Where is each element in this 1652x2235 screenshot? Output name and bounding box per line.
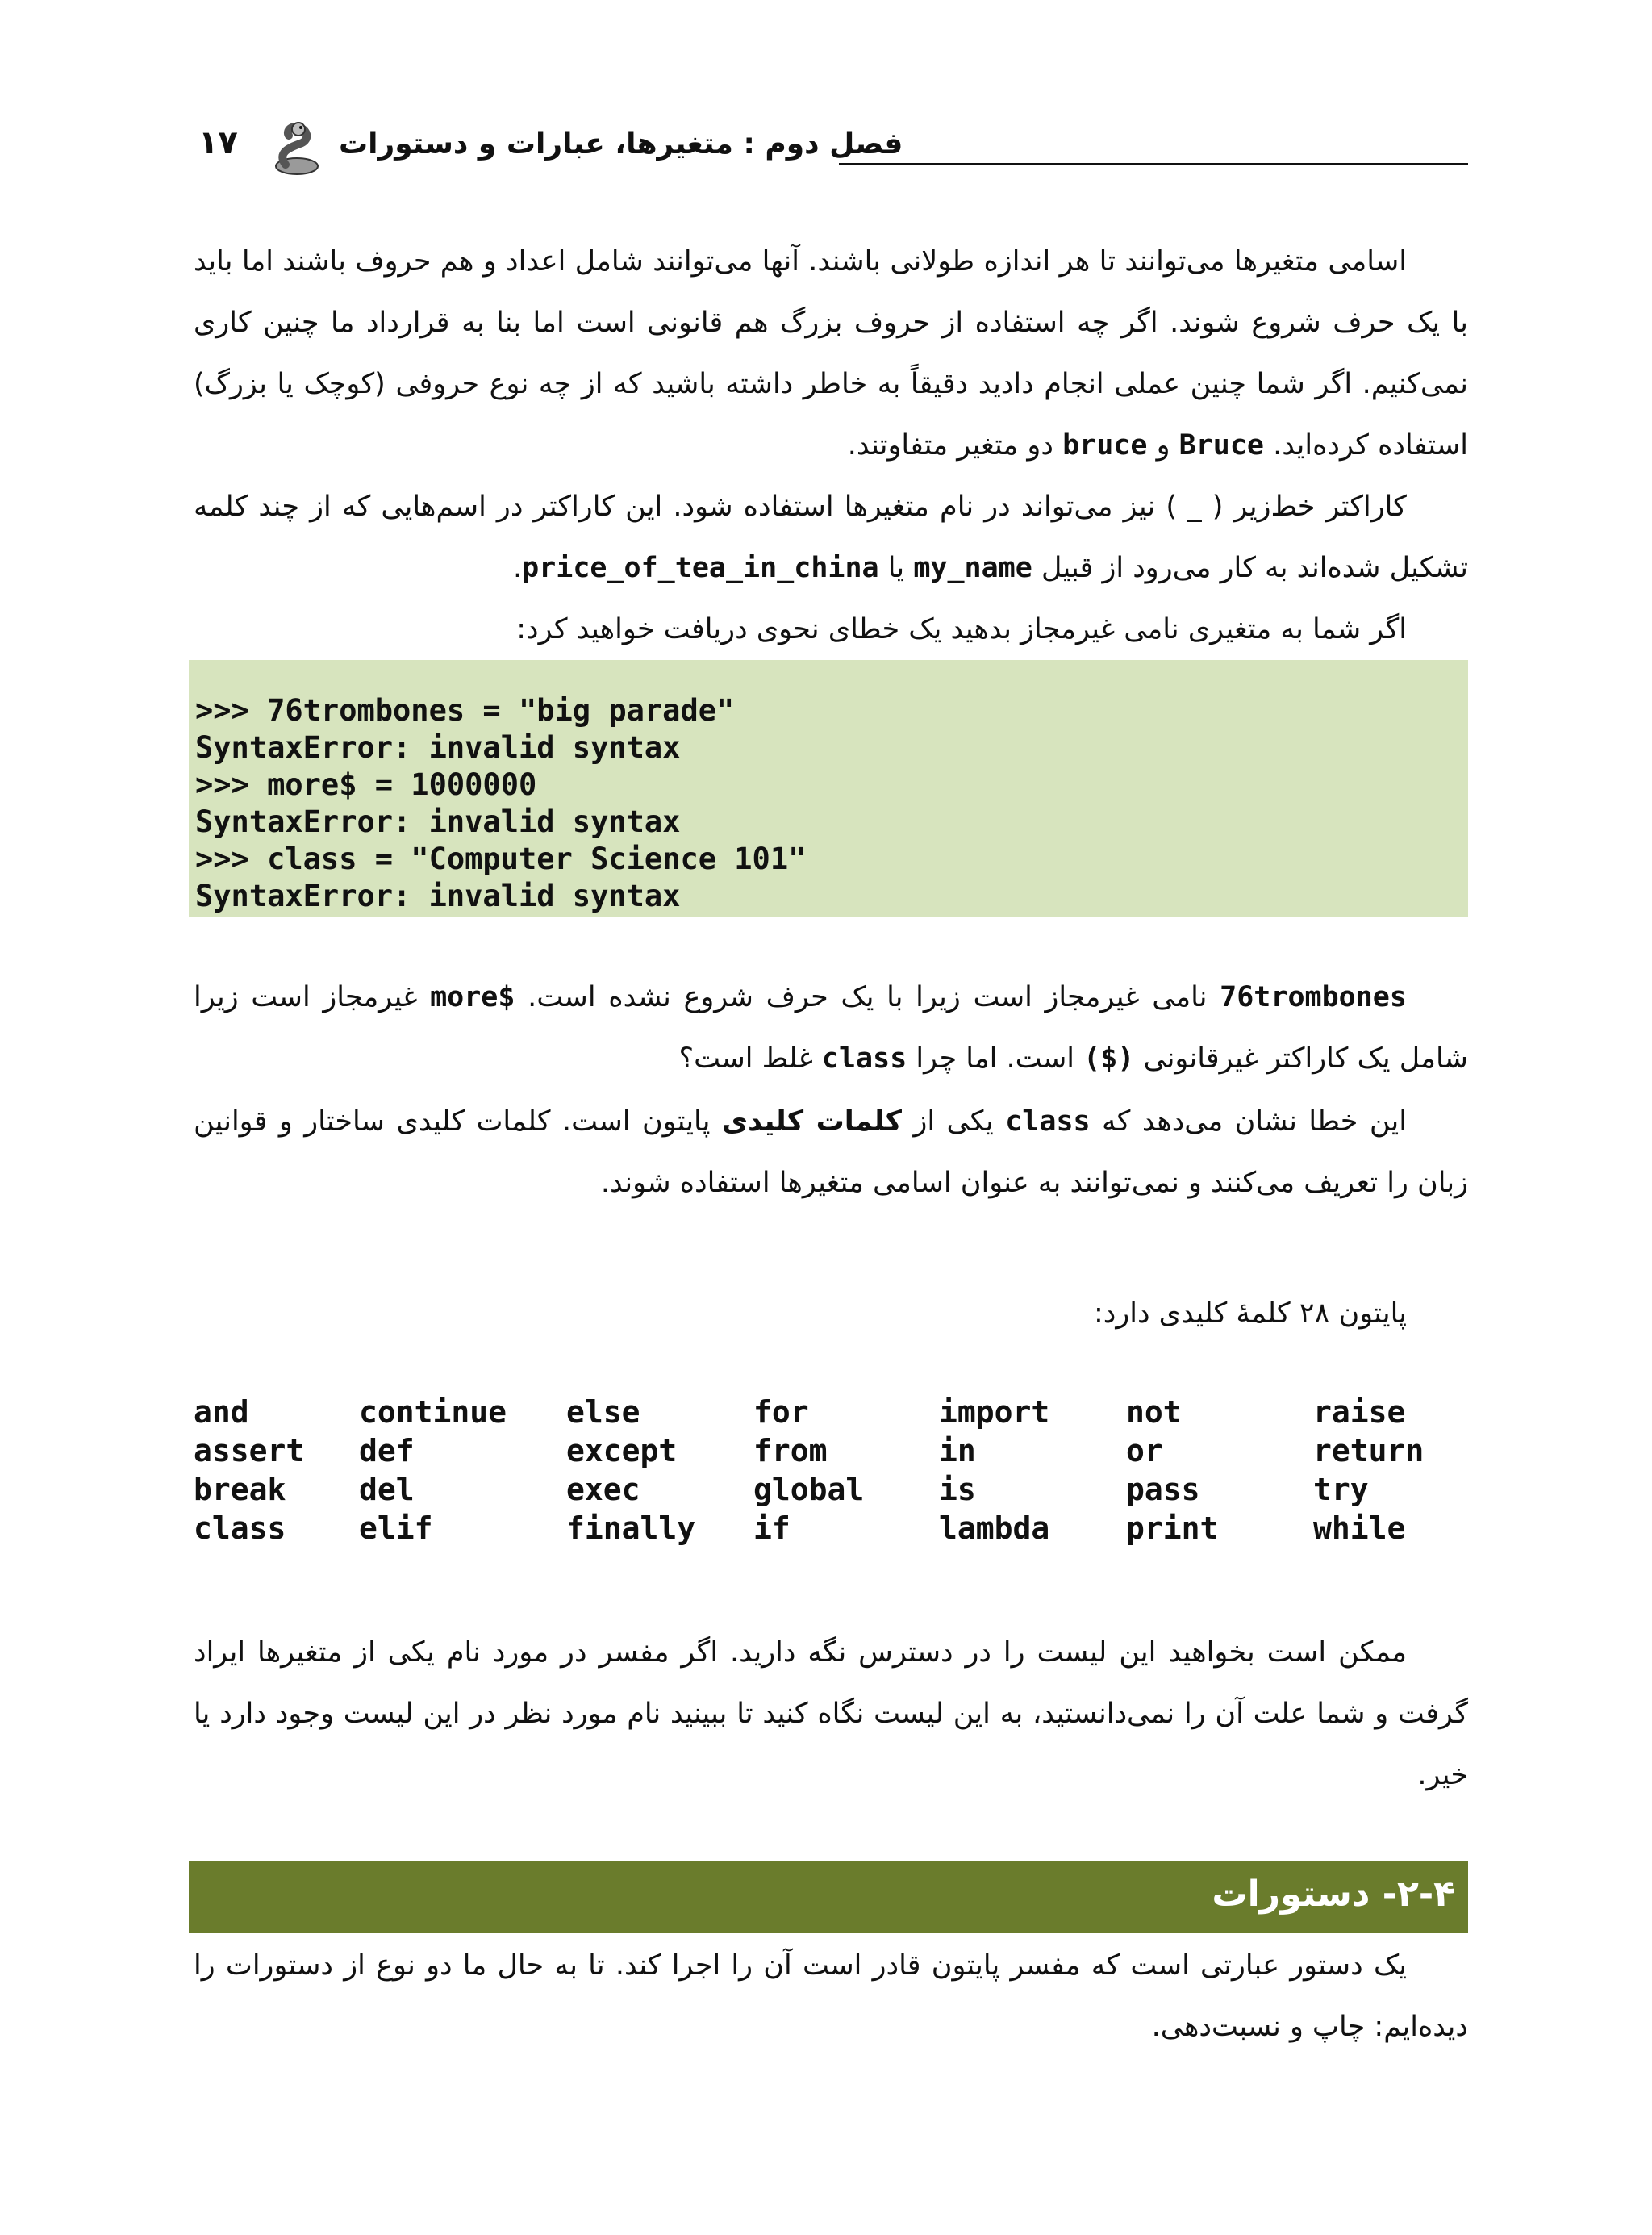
keyword-cell: elif <box>359 1510 433 1546</box>
paragraph-statements <box>194 1935 1468 2057</box>
keyword-cell: in <box>939 1433 976 1468</box>
text-line: چند کلمه تشکیل شده‌اند به کار می‌رود از قبیل <box>194 491 1468 584</box>
keyword-cell: def <box>359 1433 415 1468</box>
paragraph-keywords <box>194 1091 1468 1214</box>
keyword-cell: return <box>1313 1433 1425 1468</box>
keyword-row <box>194 1431 1458 1470</box>
code-word-dollar: ($) <box>1083 1042 1135 1075</box>
keyword-cell: and <box>194 1394 249 1430</box>
code-word-bruce-upper: Bruce <box>1179 429 1264 462</box>
header-rule <box>839 163 1468 165</box>
keyword-cell: lambda <box>939 1510 1050 1546</box>
keyword-cell: break <box>194 1472 286 1507</box>
text-line: غلط است؟ <box>678 1042 813 1075</box>
text-line: یک دستور عبارتی است که مفسر پایتون قادر است آن را اجرا کند. تا به حال ما دو نوع از <box>344 1949 1407 1982</box>
keyword-cell: pass <box>1126 1472 1200 1507</box>
code-line: >>> 76trombones = "big parade" <box>195 693 735 728</box>
code-word-price-of-tea: price_of_tea_in_china <box>522 552 879 584</box>
code-word-76trombones: 76trombones <box>1220 981 1407 1013</box>
text-punct: . <box>512 552 523 584</box>
keyword-cell: or <box>1126 1433 1163 1468</box>
code-line: SyntaxError: invalid syntax <box>195 879 681 913</box>
keyword-cell: for <box>753 1394 809 1430</box>
text-line: دو متغیر متفاوتند. <box>847 429 1053 462</box>
section-heading-bar <box>189 1861 1468 1933</box>
keyword-cell: import <box>939 1394 1050 1430</box>
text-line: ساختار و قوانین زبان را تعریف می‌کنند و نمی‌توانند به عنوان اسامی متغیرها استفاده شوند. <box>194 1105 1468 1199</box>
keyword-cell: from <box>753 1433 828 1468</box>
keyword-cell: try <box>1313 1472 1369 1507</box>
code-line: SyntaxError: invalid syntax <box>195 804 681 839</box>
code-line: >>> more$ = 1000000 <box>195 767 537 802</box>
keyword-cell: is <box>939 1472 976 1507</box>
text-line: لیست وجود دارد یا خیر. <box>194 1698 1468 1791</box>
keyword-cell: global <box>753 1472 865 1507</box>
keyword-row <box>194 1470 1458 1509</box>
keyword-row <box>194 1509 1458 1548</box>
text-line: نامی غیرمجاز است زیرا با یک حرف شروع نشده است. <box>528 981 1208 1013</box>
text-word: یا <box>887 552 905 584</box>
text-line: قرارداد ما چنین کاری نمی‌کنیم. اگر شما چنین عملی انجام دادید دقیقاً به خاطر داشته باشید که از <box>194 307 1468 400</box>
keyword-cell: assert <box>194 1433 305 1468</box>
keyword-row <box>194 1393 1458 1431</box>
code-line: SyntaxError: invalid syntax <box>195 730 681 765</box>
text-line: باشند اما باید با یک حرف شروع شوند. اگر چه استفاده از حروف بزرگ هم قانونی است اما بنا به <box>194 245 1468 339</box>
keyword-cell: finally <box>566 1510 696 1546</box>
code-word-class: class <box>1005 1105 1091 1138</box>
text-line: کاراکتر خط‌زیر ( _ ) نیز می‌تواند در نام متغیرها استفاده شود. این کاراکتر در اسم‌هایی که از <box>310 491 1407 523</box>
keyword-cell: print <box>1126 1510 1219 1546</box>
page-number: ۱۷ <box>198 124 238 161</box>
chapter-title: فصل دوم : متغیرها، عبارات و دستورات <box>339 127 903 161</box>
text-line: پایتون است. کلمات کلیدی <box>396 1105 711 1138</box>
code-word-bruce-lower: bruce <box>1062 429 1148 462</box>
keyword-table <box>194 1393 1458 1548</box>
text-word: و <box>1156 429 1170 462</box>
paragraph-syntax-error-intro <box>194 599 1468 660</box>
code-word-more: more$ <box>430 981 515 1013</box>
paragraph-keyword-count <box>194 1283 1468 1344</box>
text-line: ایراد گرفت و شما علت آن را نمی‌دانستید، به این لیست نگاه کنید تا ببینید نام مورد نظر در این <box>194 1636 1468 1730</box>
keyword-cell: del <box>359 1472 415 1507</box>
text-line: اسامی متغیرها می‌توانند تا هر اندازه طولانی باشند. آنها می‌توانند شامل اعداد و هم حروف <box>355 245 1408 278</box>
code-word-my-name: my_name <box>913 552 1032 584</box>
term-keywords: کلمات کلیدی <box>721 1105 903 1138</box>
keyword-cell: except <box>566 1433 678 1468</box>
paragraph-error-explanation <box>194 967 1468 1089</box>
paragraph-variable-names <box>194 231 1468 476</box>
keyword-cell: raise <box>1313 1394 1406 1430</box>
keyword-cell: class <box>194 1510 286 1546</box>
text-word: یکی از <box>913 1105 994 1138</box>
keyword-cell: else <box>566 1394 640 1430</box>
text-line: دستورات را دیده‌ایم: چاپ و نسبت‌دهی. <box>194 1949 1468 2043</box>
code-word-class: class <box>821 1042 907 1075</box>
text-line: پایتون ۲۸ کلمهٔ کلیدی دارد: <box>1093 1297 1407 1330</box>
keyword-cell: if <box>753 1510 791 1546</box>
page-header <box>194 119 1468 184</box>
keyword-cell: not <box>1126 1394 1182 1430</box>
text-line: اگر شما به متغیری نامی غیرمجاز بدهید یک خطای نحوی دریافت خواهید کرد: <box>516 613 1407 645</box>
text-line: است زیرا شامل یک کاراکتر غیرقانونی <box>194 981 1468 1075</box>
code-block <box>189 660 1468 917</box>
text-line: است. اما چرا <box>916 1042 1075 1075</box>
code-line: >>> class = "Computer Science 101" <box>195 842 807 876</box>
text-line: ممکن است بخواهید این لیست را در دسترس نگه دارید. اگر مفسر در مورد نام یکی از متغیرها <box>257 1636 1407 1669</box>
section-title: ۲-۴- دستورات <box>1212 1874 1455 1915</box>
keyword-cell: continue <box>359 1394 507 1430</box>
paragraph-keep-list <box>194 1622 1468 1806</box>
text-word: غیرمجاز <box>323 981 418 1013</box>
text-line: این خطا نشان می‌دهد که <box>1102 1105 1407 1138</box>
keyword-cell: while <box>1313 1510 1406 1546</box>
keyword-cell: exec <box>566 1472 640 1507</box>
python-snake-mascot-icon <box>268 119 326 178</box>
text-line: چه نوع حروفی (کوچک یا بزرگ) استفاده کرده‌اید. <box>194 368 1468 462</box>
paragraph-underscore <box>194 476 1468 599</box>
